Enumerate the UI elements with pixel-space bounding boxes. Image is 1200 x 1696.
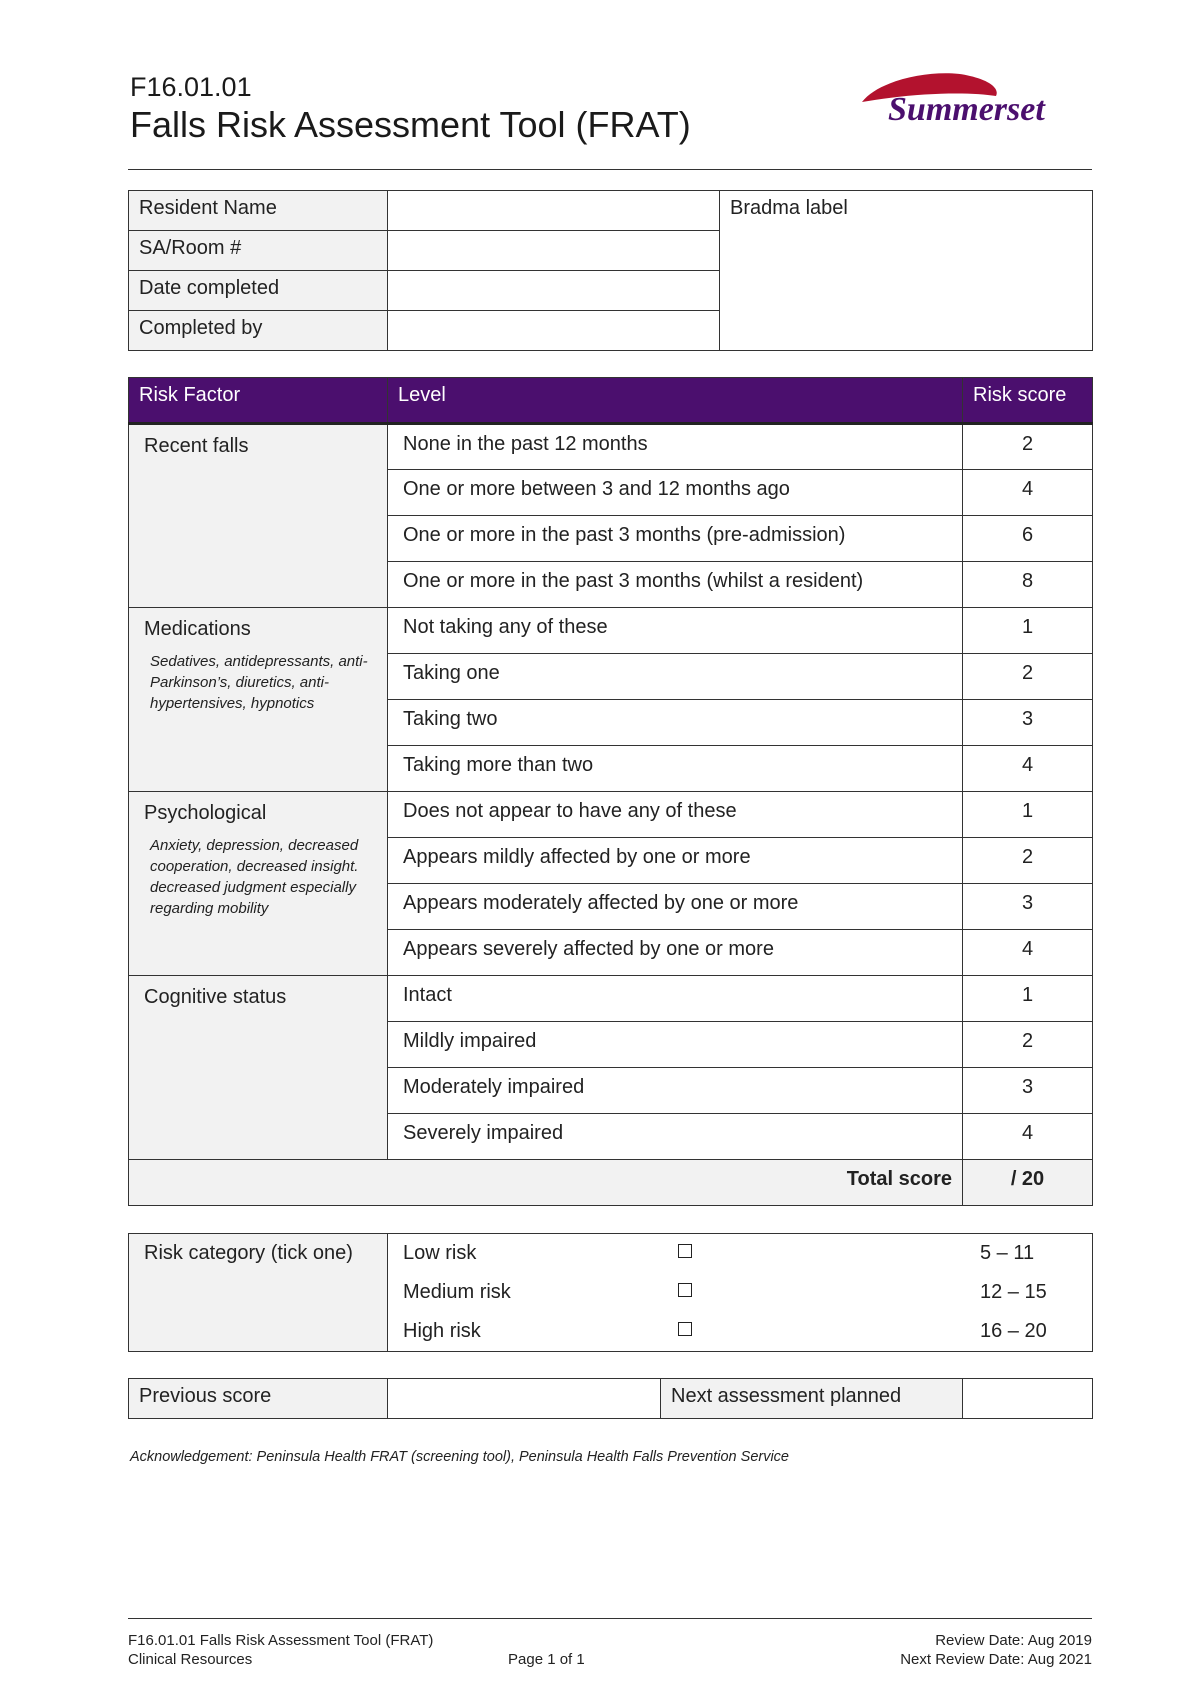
score-value: 3 xyxy=(963,884,1093,930)
risk-factor-table xyxy=(128,377,1093,1206)
category-name: Low risk xyxy=(403,1242,477,1264)
acknowledgement: Acknowledgement: Peninsula Health FRAT (screening tool), Peninsula Health Falls Prevention Service xyxy=(130,1449,789,1465)
resident-name-field[interactable] xyxy=(388,191,720,231)
category-row-medium xyxy=(388,1273,1092,1312)
score-value: 4 xyxy=(963,470,1093,516)
factor-name: Medications xyxy=(144,618,251,640)
category-name: High risk xyxy=(403,1320,481,1342)
level-option[interactable]: Taking two xyxy=(388,700,963,746)
date-completed-field[interactable] xyxy=(388,271,720,311)
category-range: 5 – 11 xyxy=(980,1242,1035,1264)
header-divider xyxy=(128,169,1092,170)
completed-by-label: Completed by xyxy=(129,311,388,351)
level-option[interactable]: One or more in the past 3 months (whilst a resident) xyxy=(388,562,963,608)
score-value: 2 xyxy=(963,654,1093,700)
previous-score-field[interactable] xyxy=(388,1379,661,1419)
logo-text: Summerset xyxy=(888,91,1045,128)
bradma-label-area[interactable] xyxy=(720,191,1093,351)
header-level: Level xyxy=(388,378,963,424)
score-value: 4 xyxy=(963,1114,1093,1160)
score-value: 1 xyxy=(963,976,1093,1022)
level-option[interactable]: One or more in the past 3 months (pre-admission) xyxy=(388,516,963,562)
level-option[interactable]: Mildly impaired xyxy=(388,1022,963,1068)
completed-by-field[interactable] xyxy=(388,311,720,351)
level-option[interactable]: Appears moderately affected by one or more xyxy=(388,884,963,930)
score-value: 2 xyxy=(963,1022,1093,1068)
footer-section: Clinical Resources xyxy=(128,1651,253,1668)
total-score-label: Total score xyxy=(129,1160,963,1206)
level-option[interactable]: Moderately impaired xyxy=(388,1068,963,1114)
level-option[interactable]: Appears mildly affected by one or more xyxy=(388,838,963,884)
total-row xyxy=(129,1160,1093,1206)
score-value: 4 xyxy=(963,930,1093,976)
score-value: 1 xyxy=(963,608,1093,654)
next-assessment-label: Next assessment planned xyxy=(661,1379,963,1419)
summerset-logo xyxy=(850,70,1095,140)
level-option[interactable]: Appears severely affected by one or more xyxy=(388,930,963,976)
footer-left xyxy=(128,1631,433,1669)
low-risk-checkbox[interactable] xyxy=(678,1244,692,1258)
previous-score-label: Previous score xyxy=(129,1379,388,1419)
next-assessment-field[interactable] xyxy=(963,1379,1093,1419)
risk-category-options xyxy=(388,1234,1093,1352)
factor-name: Psychological xyxy=(144,802,267,824)
table-row xyxy=(129,424,1093,470)
level-option[interactable]: Taking one xyxy=(388,654,963,700)
footer-page-number: Page 1 of 1 xyxy=(508,1651,585,1668)
factor-note: Anxiety, depression, decreased cooperation, decreased insight. decreased judgment especially regarding mobility xyxy=(150,837,359,917)
factor-note: Sedatives, antidepressants, anti-Parkinson’s, diuretics, anti-hypertensives, hypnotics xyxy=(150,653,368,712)
score-value: 8 xyxy=(963,562,1093,608)
previous-score-table xyxy=(128,1378,1093,1419)
medium-risk-checkbox[interactable] xyxy=(678,1283,692,1297)
category-range: 16 – 20 xyxy=(980,1320,1047,1342)
factor-medications xyxy=(129,608,388,792)
level-option[interactable]: One or more between 3 and 12 months ago xyxy=(388,470,963,516)
level-option[interactable]: Severely impaired xyxy=(388,1114,963,1160)
footer-next-review-date: Next Review Date: Aug 2021 xyxy=(900,1651,1092,1668)
footer-doc-line: F16.01.01 Falls Risk Assessment Tool (FRAT) xyxy=(128,1632,434,1649)
header-risk-factor: Risk Factor xyxy=(129,378,388,424)
document-title: Falls Risk Assessment Tool (FRAT) xyxy=(130,104,691,145)
high-risk-checkbox[interactable] xyxy=(678,1322,692,1336)
document-code: F16.01.01 xyxy=(130,72,252,102)
category-name: Medium risk xyxy=(403,1281,511,1303)
table-row xyxy=(129,976,1093,1022)
resident-details-table xyxy=(128,190,1093,351)
room-label: SA/Room # xyxy=(129,231,388,271)
score-value: 3 xyxy=(963,700,1093,746)
factor-psychological xyxy=(129,792,388,976)
score-value: 2 xyxy=(963,838,1093,884)
factor-name: Cognitive status xyxy=(144,986,287,1008)
level-option[interactable]: Does not appear to have any of these xyxy=(388,792,963,838)
footer-review-date: Review Date: Aug 2019 xyxy=(935,1632,1092,1649)
resident-name-label: Resident Name xyxy=(129,191,388,231)
score-value: 4 xyxy=(963,746,1093,792)
date-completed-label: Date completed xyxy=(129,271,388,311)
category-row-high xyxy=(388,1312,1092,1351)
table-row xyxy=(129,608,1093,654)
table-row xyxy=(129,792,1093,838)
level-option[interactable]: Not taking any of these xyxy=(388,608,963,654)
footer-right xyxy=(900,1631,1092,1669)
risk-category-table xyxy=(128,1233,1093,1352)
bradma-label-text: Bradma label xyxy=(730,197,848,219)
header-risk-score: Risk score xyxy=(963,378,1093,424)
level-option[interactable]: Taking more than two xyxy=(388,746,963,792)
risk-category-label: Risk category (tick one) xyxy=(129,1234,388,1352)
level-option[interactable]: Intact xyxy=(388,976,963,1022)
score-value: 1 xyxy=(963,792,1093,838)
room-field[interactable] xyxy=(388,231,720,271)
footer-divider xyxy=(128,1618,1092,1619)
score-value: 2 xyxy=(963,424,1093,470)
factor-name: Recent falls xyxy=(144,435,249,457)
category-range: 12 – 15 xyxy=(980,1281,1047,1303)
score-value: 6 xyxy=(963,516,1093,562)
category-row-low xyxy=(388,1234,1092,1273)
total-score-field[interactable]: / 20 xyxy=(963,1160,1093,1206)
factor-cognitive-status xyxy=(129,976,388,1160)
score-value: 3 xyxy=(963,1068,1093,1114)
level-option[interactable]: None in the past 12 months xyxy=(388,424,963,470)
factor-recent-falls xyxy=(129,424,388,608)
